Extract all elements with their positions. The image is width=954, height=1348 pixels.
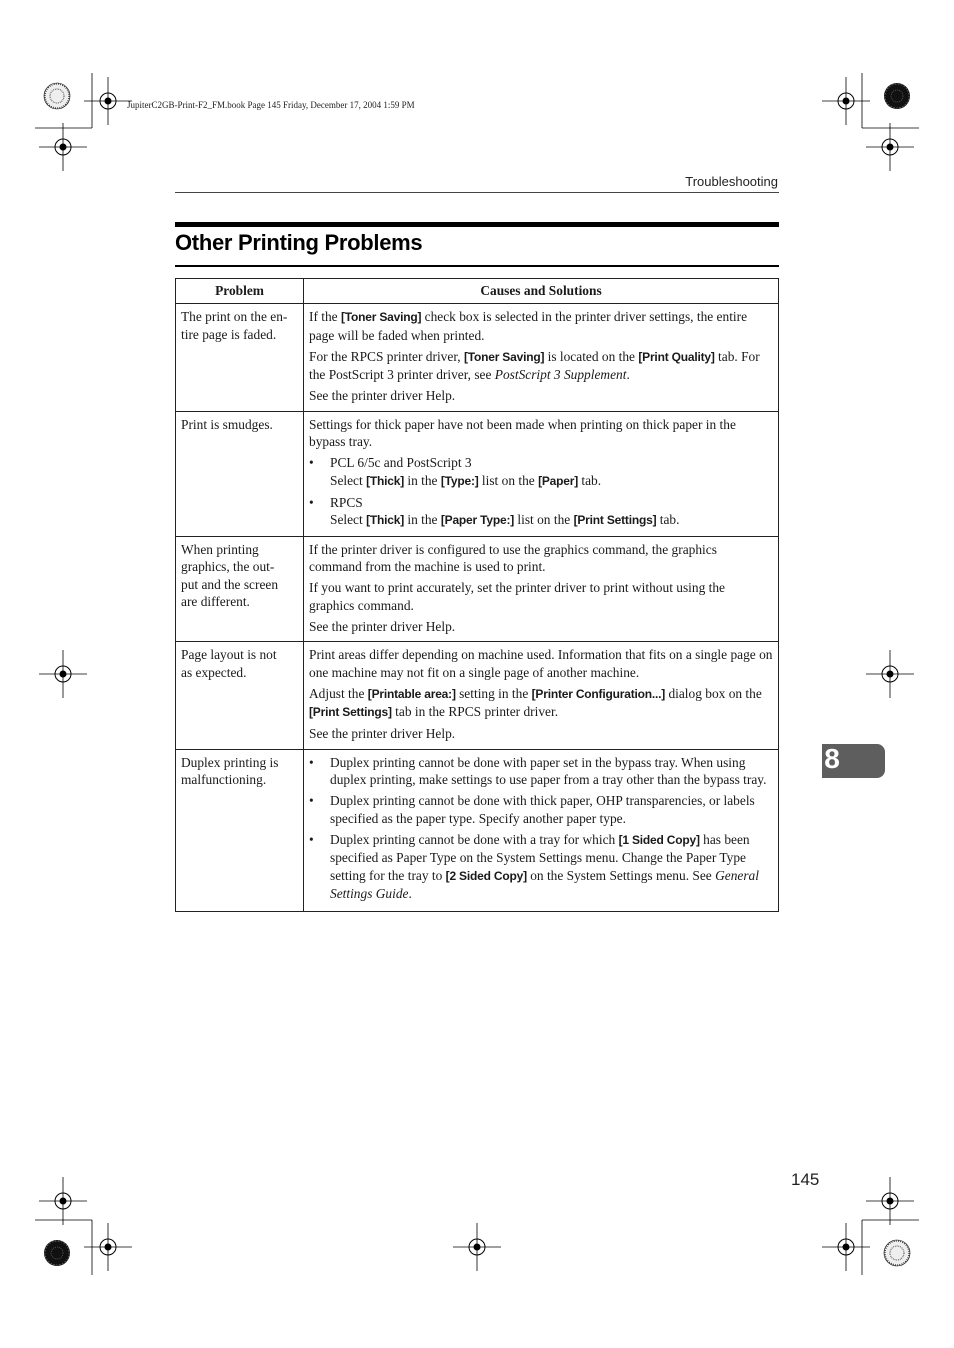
ui-term: [Paper Type:] (440, 513, 515, 527)
ui-term: [Type:] (440, 473, 479, 488)
chapter-number: 8 (824, 743, 840, 774)
page-number: 145 (791, 1170, 820, 1189)
bullet-item: • PCL 6/5c and PostScript 3 Select [Thick] in the [Type:] list on the [Paper] tab. (309, 454, 773, 490)
problem-cell: When printing graphics, the out- put and the screen are different. (176, 536, 304, 642)
solution-cell (304, 642, 779, 750)
bullet-item: • Duplex printing cannot be done with paper set in the bypass tray. When using duplex printing, make settings to use paper from a tray other than the bypass tray. (309, 754, 767, 787)
running-head: Troubleshooting (685, 174, 778, 189)
solution-paragraph: See the printer driver Help. (309, 726, 456, 741)
bullet-marker: • (309, 793, 314, 808)
bullet-item: • Duplex printing cannot be done with a tray for which [1 Sided Copy] has been specified as Paper Type on the System Settings menu. Change the Paper Type setting for the tray to [2 Sided Copy] on the System Settings menu. See General Settings Guide. (309, 831, 759, 901)
ui-term: [Printable area:] (367, 686, 456, 701)
ui-term: [Print Settings] (309, 705, 392, 719)
ui-term: [Print Settings] (573, 513, 657, 527)
table-row (176, 304, 779, 412)
section-rule (175, 222, 779, 227)
problems-table (175, 278, 779, 912)
header-rule (175, 192, 779, 193)
solution-paragraph: If the [Toner Saving] check box is selected in the printer driver settings, the entire page will be faded when printed. (309, 309, 748, 343)
problem-cell: Print is smudges. (176, 411, 304, 536)
bullet-marker: • (309, 831, 314, 847)
page-title: Other Printing Problems (175, 230, 423, 255)
bullet-item: • RPCS Select [Thick] in the [Paper Type:] list on the [Print Settings] tab. (309, 494, 773, 530)
ui-term: [Printer Configuration...] (531, 686, 666, 701)
table-row (176, 642, 779, 750)
bullet-marker: • (309, 494, 314, 510)
header-causes: Causes and Solutions (304, 279, 779, 304)
solution-cell (304, 304, 779, 412)
ui-term: [Thick] (366, 473, 405, 488)
solution-paragraph: Adjust the [Printable area:] setting in the [Printer Configuration...] dialog box on the [Print Settings] tab in the RPCS printer driver. (309, 685, 762, 719)
manual-reference: General Settings Guide (330, 867, 759, 901)
solution-paragraph: See the printer driver Help. (309, 388, 456, 403)
ui-term: [2 Sided Copy] (445, 868, 527, 883)
print-slug: JupiterC2GB-Print-F2_FM.book Page 145 Friday, December 17, 2004 1:59 PM (127, 100, 415, 110)
ui-term: [Thick] (366, 513, 405, 527)
solution-paragraph: If the printer driver is configured to use the graphics command, the graphics command from the machine is used to print. (309, 541, 717, 574)
ui-term: [Paper] (538, 473, 579, 488)
solution-paragraph: If you want to print accurately, set the printer driver to print without using the graphics command. (309, 580, 725, 613)
bullet-marker: • (309, 455, 314, 470)
ui-term: [Print Quality] (638, 349, 715, 364)
problem-text: The print on the en- (181, 309, 288, 324)
solution-paragraph: Print areas differ depending on machine used. Information that fits on a single page on one machine may not fit on a single page of another machine. (309, 647, 773, 680)
title-underline (175, 265, 779, 267)
header-problem: Problem (176, 279, 304, 304)
solution-cell (304, 536, 779, 642)
manual-reference: PostScript 3 Supplement (494, 367, 627, 382)
problem-text: tire page is faded. (181, 326, 277, 342)
bullet-marker: • (309, 754, 314, 770)
solution-paragraph: See the printer driver Help. (309, 618, 456, 634)
solution-paragraph: For the RPCS printer driver, [Toner Saving] is located on the [Print Quality] tab. For the PostScript 3 printer driver, see PostScript 3 Supplement. (309, 348, 760, 382)
solution-paragraph: Settings for thick paper have not been made when printing on thick paper in the bypass tray. (309, 416, 736, 449)
problem-cell (176, 304, 304, 412)
table-row (176, 749, 779, 911)
ui-term: [Toner Saving] (463, 349, 545, 364)
table-row (176, 536, 779, 642)
solution-cell (304, 411, 779, 536)
bullet-item: • Duplex printing cannot be done with thick paper, OHP transparencies, or labels specified as the paper type. Specify another paper type. (309, 793, 755, 826)
solution-cell (304, 749, 779, 911)
problem-cell: Duplex printing is malfunctioning. (176, 749, 304, 911)
ui-term: [1 Sided Copy] (618, 832, 700, 847)
ui-term: [Toner Saving] (340, 310, 422, 324)
problem-cell: Page layout is not as expected. (176, 642, 304, 750)
table-row (176, 411, 779, 536)
table-header-row (176, 279, 779, 304)
chapter-tab (822, 744, 885, 778)
